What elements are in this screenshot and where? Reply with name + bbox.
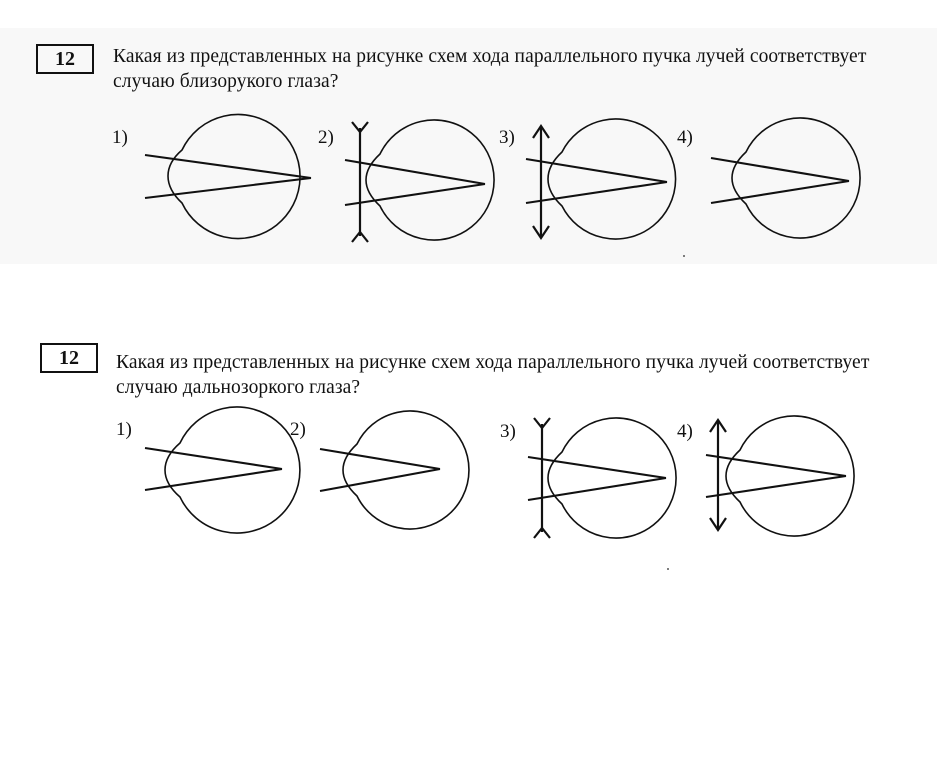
option-label-3: 3) [500,421,516,442]
lens-arrow-bottom [534,528,550,538]
option-label-4: 4) [677,127,693,148]
ray-bottom [320,469,440,491]
scan-speck [667,568,669,570]
eye-outline [343,411,469,529]
option-label-3: 3) [499,127,515,148]
option-label-4: 4) [677,421,693,442]
option-label-1: 1) [116,419,132,440]
ray-top [320,449,440,469]
eye-outline [726,416,854,536]
eye-outline [548,418,676,538]
task-number-box: 12 [40,343,98,373]
lens-arrow-top [534,418,550,428]
question-text: Какая из представленных на рисунке схем хода параллельного пучка лучей соответствует случаю дальнозоркого глаза? [116,352,870,398]
eye-diagram-1 [145,407,300,533]
eye-diagram-4 [706,416,854,536]
option-label-2: 2) [318,127,334,148]
task-number-box: 12 [36,44,94,74]
eye-diagram-2 [320,411,469,529]
question-text: Какая из представленных на рисунке схем хода параллельного пучка лучей соответствует случаю близорукого глаза? [113,46,867,92]
eye-diagram-3 [528,418,676,538]
option-label-1: 1) [112,127,128,148]
option-label-2: 2) [290,419,306,440]
